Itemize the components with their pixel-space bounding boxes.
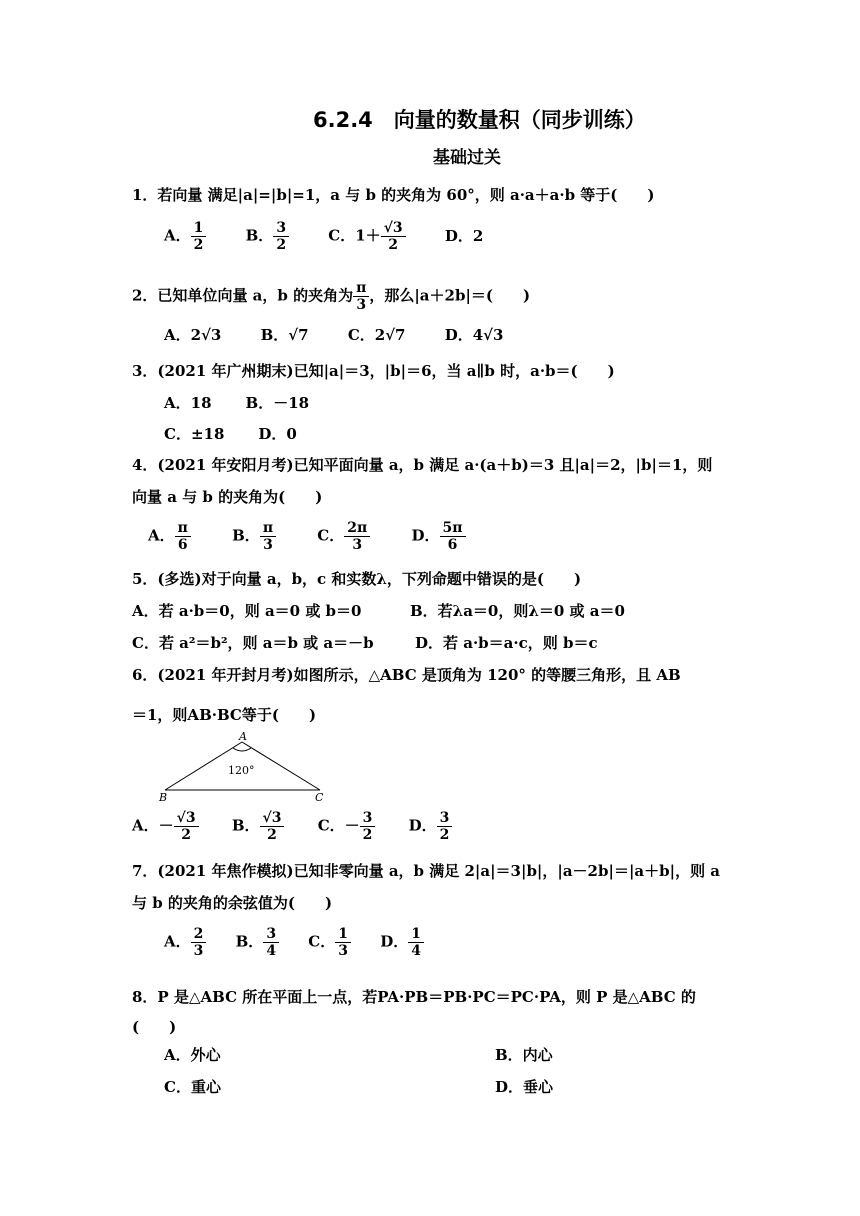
fraction: $\frac{\pi}{3}$: [260, 520, 276, 553]
angle-label: 120°: [228, 764, 255, 777]
fraction: $\frac{5\pi}{6}$: [440, 520, 466, 553]
question-4-line2: 向量 a 与 b 的夹角为( ): [132, 488, 323, 506]
question-8-option-a: A．外心: [164, 1046, 221, 1064]
question-8-line1: 8．P 是△ABC 所在平面上一点，若PA·PB＝PB·PC＝PC·PA，则 P 是△ABC 的: [132, 988, 696, 1006]
question-8-option-b: B．内心: [495, 1046, 553, 1064]
question-5-option-c: C．若 a²＝b²，则 a＝b 或 a＝－b: [132, 634, 374, 652]
fraction: $\frac{2\pi}{3}$: [344, 520, 370, 553]
page-title: 6.2.4 向量的数量积（同步训练）: [313, 108, 646, 132]
question-1-options: A． $\frac{1}{2}$ B． $\frac{3}{2}$ C．1＋ $\frac{√3}{2}$ D．2: [164, 220, 484, 253]
question-5-option-b: B．若λa＝0，则λ＝0 或 a＝0: [410, 602, 625, 620]
question-6-line2: ＝1，则AB·BC等于( ): [132, 706, 317, 724]
question-7-options: A． $\frac{2}{3}$ B． $\frac{3}{4}$ C． $\frac{1}{3}$ D． $\frac{1}{4}$: [164, 926, 458, 959]
question-2-options: A．2√3 B．√7 C．2√7 D．4√3: [164, 326, 504, 344]
fraction: $\frac{1}{3}$: [335, 926, 351, 959]
fraction: $\frac{1}{4}$: [408, 926, 424, 959]
fraction: $\frac{√3}{2}$: [260, 810, 285, 843]
question-4-line1: 4．(2021 年安阳月考)已知平面向量 a，b 满足 a·(a＋b)＝3 且|a|＝2，|b|＝1，则: [132, 456, 713, 474]
question-8-line2: ( ): [132, 1018, 177, 1036]
triangle-figure: [155, 730, 335, 804]
fraction: $\frac{3}{2}$: [273, 220, 289, 253]
question-5-option-a: A．若 a·b＝0，则 a＝0 或 b＝0: [132, 602, 362, 620]
question-2: 2．已知单位向量 a，b 的夹角为 $\frac{\pi}{3}$ ，那么|a＋2b|＝( ): [132, 280, 531, 313]
question-3-options-row1: A．18 B．－18: [164, 394, 310, 412]
vertex-b-label: B: [159, 791, 168, 804]
question-5-option-d: D．若 a·b＝a·c，则 b＝c: [415, 634, 598, 652]
question-7-line2: 与 b 的夹角的余弦值为( ): [132, 894, 333, 912]
fraction: $\frac{\pi}{3}$: [353, 280, 369, 313]
fraction: $\frac{3}{4}$: [263, 926, 279, 959]
fraction: $\frac{√3}{2}$: [174, 810, 199, 843]
fraction: $\frac{\pi}{6}$: [175, 520, 191, 553]
question-6-options: A．－ $\frac{√3}{2}$ B． $\frac{√3}{2}$ C．－ $\frac{3}{2}$ D． $\frac{3}{2}$: [132, 810, 486, 843]
fraction: $\frac{√3}{2}$: [381, 220, 406, 253]
fraction: $\frac{3}{2}$: [437, 810, 453, 843]
fraction: $\frac{1}{2}$: [191, 220, 207, 253]
question-3: 3．(2021 年广州期末)已知|a|＝3，|b|＝6，当 a∥b 时，a·b＝( ): [132, 362, 615, 380]
question-4-options: A． $\frac{\pi}{6}$ B． $\frac{\pi}{3}$ C． $\frac{2\pi}{3}$ D． $\frac{5\pi}{6}$: [148, 520, 500, 553]
question-6-line1: 6．(2021 年开封月考)如图所示，△ABC 是顶角为 120° 的等腰三角形，且 AB: [132, 666, 681, 684]
fraction: $\frac{3}{2}$: [360, 810, 376, 843]
question-8-option-d: D．垂心: [495, 1078, 554, 1096]
section-heading: 基础过关: [433, 148, 501, 168]
vertex-c-label: C: [315, 791, 324, 804]
fraction: $\frac{2}{3}$: [191, 926, 207, 959]
question-3-options-row2: C．±18 D．0: [164, 425, 297, 443]
question-8-option-c: C．重心: [164, 1078, 221, 1096]
question-5: 5．(多选)对于向量 a，b，c 和实数λ，下列命题中错误的是( ): [132, 570, 582, 588]
vertex-a-label: A: [239, 730, 247, 743]
question-7-line1: 7．(2021 年焦作模拟)已知非零向量 a，b 满足 2|a|＝3|b|，|a－2b|＝|a＋b|，则 a: [132, 862, 721, 880]
question-1: 1．若向量 满足|a|=|b|=1，a 与 b 的夹角为 60°，则 a·a＋a·b 等于( ): [132, 186, 655, 204]
